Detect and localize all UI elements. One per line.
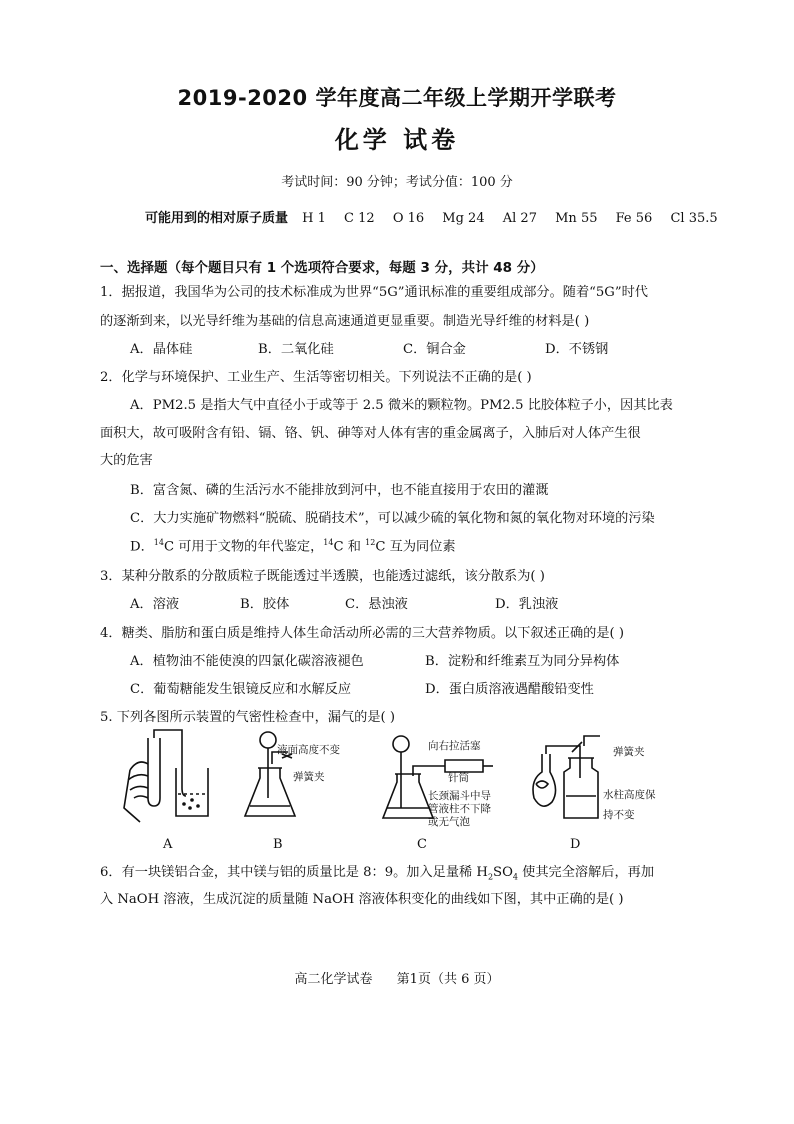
q4-stem: 4．糖类、脂肪和蛋白质是维持人体生命活动所必需的三大营养物质。以下叙述正确的是( ) [100,626,624,641]
q3-option-c: C．悬浊液 [345,597,408,612]
d-note-clamp: 弹簧夹 [613,746,645,758]
q3-stem: 3．某种分散系的分散质粒子既能透过半透膜，也能透过滤纸，该分散系为( ) [100,569,545,584]
b-note-level: 液面高度不变 [277,744,340,756]
c-note-2: 管液柱不下降 [428,803,491,815]
q4-option-c: C．葡萄糖能发生银镜反应和水解反应 [130,682,352,697]
apparatus-a-figure [120,728,220,828]
atom-mass: Fe 56 [615,211,653,226]
q1-option-c: C．铜合金 [403,342,466,357]
atom-mass: Mn 55 [555,211,598,226]
atom-mass: O 16 [392,211,425,226]
page-footer [0,968,794,987]
q4-option-a: A．植物油不能使溴的四氯化碳溶液褪色 [130,654,364,669]
q2-option-a-line1: A．PM2.5 是指大气中直径小于或等于 2.5 微米的颗粒物。PM2.5 比胶体粒子小，因其比表 [130,398,673,413]
q2-option-a-line2: 面积大，故可吸附含有铅、镉、铬、钒、砷等对人体有害的重金属离子，入肺后对人体产生很 [100,426,641,441]
subscript: 4 [512,872,518,882]
apparatus-d-figure [528,728,608,828]
q2-d-text3: C 互为同位素 [375,539,456,555]
exam-info: 考试时间：90 分钟；考试分值：100 分 [281,175,513,190]
atomic-masses [145,207,732,226]
subscript: 2 [487,872,494,882]
c-note-pull: 向右拉活塞 [428,740,481,752]
d-note-1: 水柱高度保 [603,789,656,801]
atom-mass: Cl 35.5 [670,211,718,226]
q2-d-text1: C 可用于文物的年代鉴定， [163,539,324,555]
d-note-2: 持不变 [603,809,635,821]
c-note-1: 长颈漏斗中导 [428,790,491,802]
atom-mass: Al 27 [502,211,537,226]
footer-page: 第1页（共 6 页） [396,972,500,987]
q3-option-b: B．胶体 [240,597,290,612]
q1-line1: 1．据报道，我国华为公司的技术标准成为世界“5G”通讯标准的重要组成部分。随着“5G”时代 [100,285,648,300]
q3-option-d: D．乳浊液 [495,597,559,612]
figure-label-c: C [417,837,427,852]
q1-line2: 的逐渐到来，以光导纤维为基础的信息高速通道更显重要。制造光导纤维的材料是( ) [100,314,590,329]
q2-d-text2: C 和 [333,539,366,555]
q2-option-b: B．富含氮、磷的生活污水不能排放到河中，也不能直接用于农田的灌溉 [130,483,549,498]
q2-option-d [130,538,456,556]
atom-mass: C 12 [344,211,375,226]
superscript: 12 [365,538,376,547]
b-note-clamp: 弹簧夹 [293,771,325,783]
q2-d-prefix: D． [130,539,154,555]
atomic-masses-label: 可能用到的相对原子质量 [145,211,289,226]
figure-label-d: D [570,837,581,852]
q6-line1 [100,864,654,883]
section-heading: 一、选择题（每个题目只有 1 个选项符合要求，每题 3 分，共计 48 分） [100,260,544,276]
superscript: 14 [323,538,334,547]
q4-option-d: D．蛋白质溶液遇醋酸铅变性 [425,682,594,697]
q1-option-b: B．二氧化硅 [258,342,334,357]
c-note-syringe: 针筒 [448,772,469,784]
atom-mass: Mg 24 [442,211,485,226]
q4-option-b: B．淀粉和纤维素互为同分异构体 [425,654,620,669]
q5-stem: 5. 下列各图所示装置的气密性检查中，漏气的是( ) [100,710,396,725]
q2-stem: 2．化学与环境保护、工业生产、生活等密切相关。下列说法不正确的是( ) [100,370,532,385]
q6-text-c: 使其完全溶解后，再加 [517,865,655,880]
q3-option-a: A．溶液 [130,597,180,612]
superscript: 14 [153,538,164,547]
footer-course: 高二化学试卷 [294,972,373,987]
q2-option-c: C．大力实施矿物燃料“脱硫、脱硝技术”，可以减少硫的氧化物和氮的氧化物对环境的污染 [130,511,655,526]
exam-subtitle: 化学 试卷 [334,126,460,154]
q6-text-a: 6．有一块镁铝合金，其中镁与铝的质量比是 8：9。加入足量稀 H [100,865,488,880]
q6-line2: 入 NaOH 溶液，生成沉淀的质量随 NaOH 溶液体积变化的曲线如下图，其中正确的是( ) [100,892,624,907]
exam-title: 2019-2020 学年度高二年级上学期开学联考 [177,86,617,110]
q2-option-a-line3: 大的危害 [100,453,153,468]
atom-mass: H 1 [302,211,326,226]
figure-label-a: A [163,837,173,852]
figure-label-b: B [273,837,283,852]
c-note-3: 或无气泡 [428,816,470,828]
q1-option-d: D．不锈钢 [545,342,609,357]
q6-text-b: SO [493,865,513,880]
q1-option-a: A．晶体硅 [130,342,193,357]
